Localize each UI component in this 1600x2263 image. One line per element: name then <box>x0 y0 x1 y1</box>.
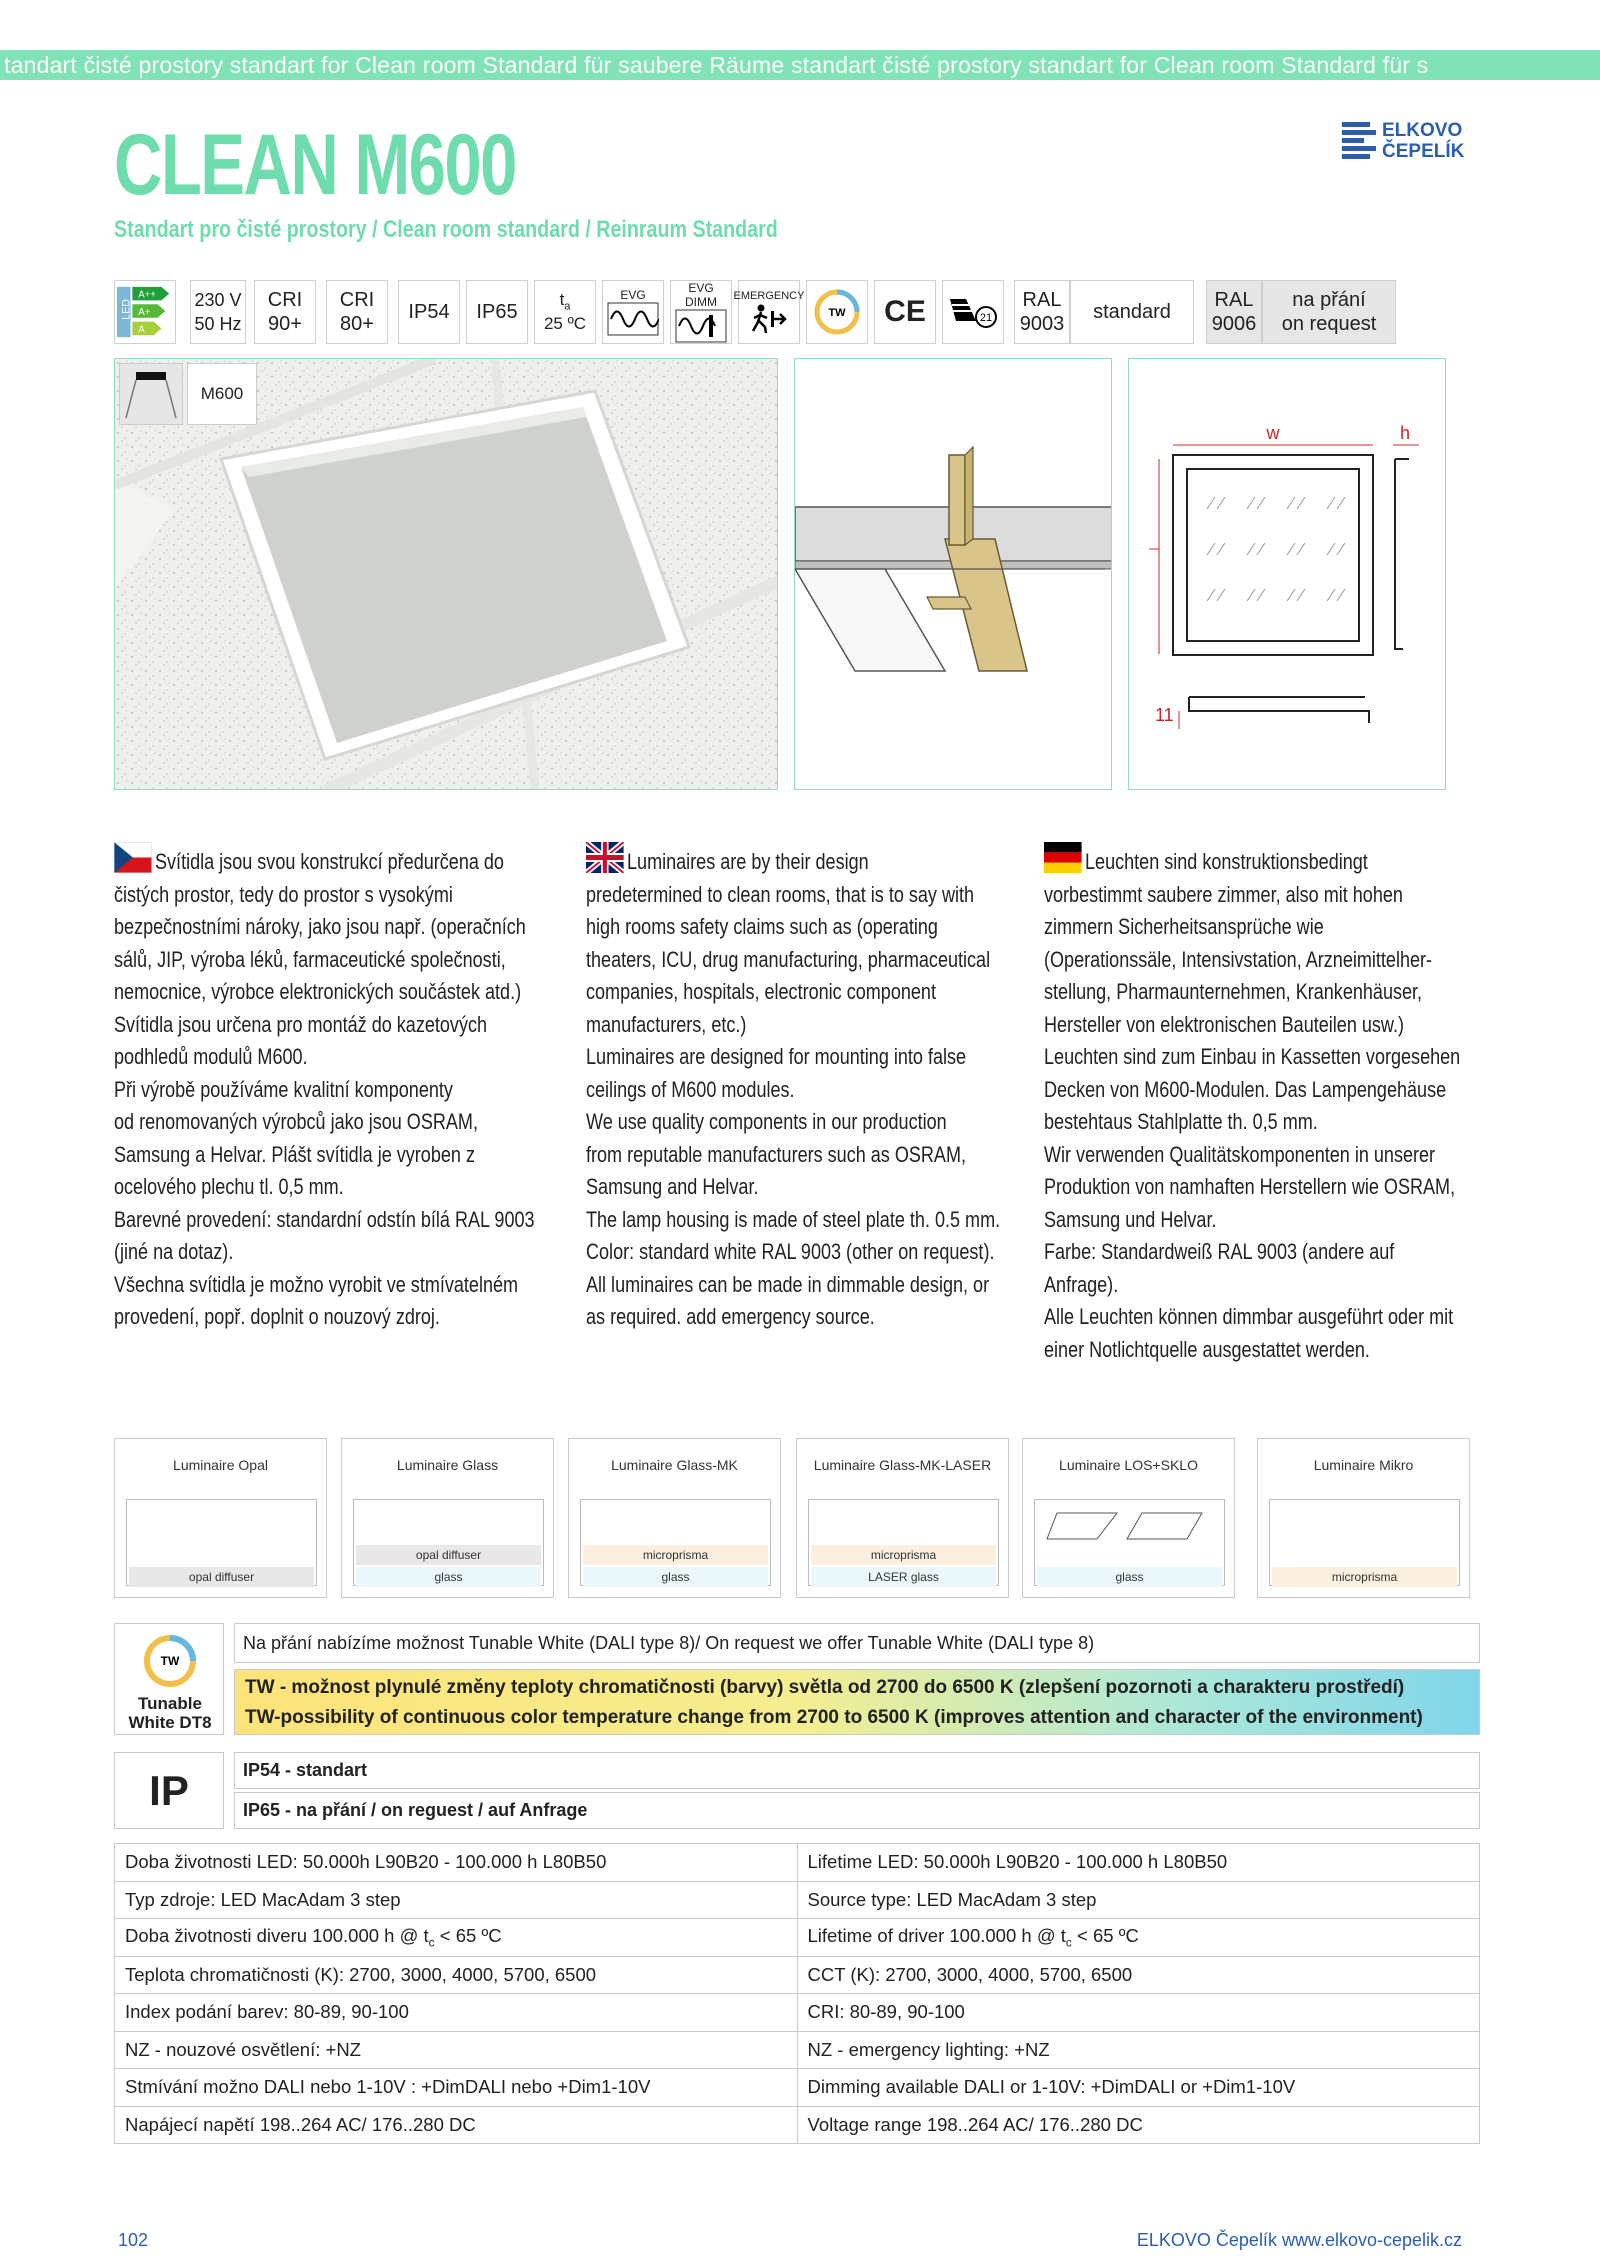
m600-label: M600 <box>187 363 257 425</box>
spec-cell-en: Voltage range 198..264 AC/ 176..280 DC <box>797 2106 1480 2144</box>
ip65-icon: IP65 <box>466 280 528 344</box>
luminaire-card-los-sklo[interactable]: Luminaire LOS+SKLO glass <box>1022 1438 1235 1598</box>
cri90-icon: CRI 90+ <box>254 280 316 344</box>
spec-row <box>115 2106 1480 2144</box>
voltage-icon: 230 V 50 Hz <box>190 280 246 344</box>
spec-cell-cz: Napájecí napětí 198..264 AC/ 176..280 DC <box>115 2106 798 2144</box>
svg-text:TW: TW <box>160 1654 180 1668</box>
elkovo-logo[interactable] <box>1342 120 1472 164</box>
spec-cell-cz: Doba životnosti LED: 50.000h L90B20 - 100.000 h L80B50 <box>115 1844 798 1882</box>
spec-cell-cz: Teplota chromatičnosti (K): 2700, 3000, 4000, 5700, 6500 <box>115 1956 798 1994</box>
spec-cell-en: Source type: LED MacAdam 3 step <box>797 1881 1480 1919</box>
spec-cell-en: Lifetime of driver 100.000 h @ $t_c < 65$ ºC <box>797 1919 1480 1957</box>
tunable-white-description: TW - možnost plynulé změny teploty chromatičnosti (barvy) světla od 2700 do 6500 K (zlepšení pozornoti a charakteru prostředí) TW-possibility of continuous color temperature change from 2700 to 6500 K (improves attention and character of the environment) <box>234 1669 1480 1735</box>
luminaire-card-glass[interactable]: Luminaire Glass opal diffuser glass <box>341 1438 554 1598</box>
dim-11: 11 <box>1155 705 1174 725</box>
dimension-drawing <box>1128 358 1446 790</box>
spec-row <box>115 1844 1480 1882</box>
mounting-drawing <box>794 358 1112 790</box>
czech-flag-icon <box>114 842 152 873</box>
ral9006-label: na přání on request <box>1262 280 1396 344</box>
text-en: Luminaires are by their design predetermined to clean rooms, that is to say with high rooms safety claims such as (operating theaters, ICU, drug manufacturing, pharmaceutical companies, hospitals, electronic component manufacturers, etc.) Luminaires are designed for mounting into false ceilings of M600 modules. We use quality components in our production from reputable manufacturers such as OSRAM, Samsung and Helvar. The lamp housing is made of steel plate th. 0.5 mm. Color: standard white RAL 9003 (other on request). All luminaires can be made in dimmable design, or as required. add emergency source. <box>586 849 1001 1329</box>
tunable-white-heading: Na přání nabízíme možnost Tunable White (DALI type 8)/ On request we offer Tunable White (DALI type 8) <box>234 1623 1480 1663</box>
kitemark-icon <box>942 280 1004 344</box>
ambient-temp-icon: $t_a$ 25 ºC <box>534 280 596 344</box>
company-footer[interactable]: ELKOVO Čepelík www.elkovo-cepelik.cz <box>1136 2230 1462 2250</box>
svg-text:21: 21 <box>979 312 993 324</box>
dim-h: h <box>1399 423 1411 443</box>
ip54-icon: IP54 <box>398 280 460 344</box>
tw-badge-icon <box>143 1634 197 1688</box>
evg-icon: EVG <box>602 280 664 344</box>
text-cz: Svítidla jsou svou konstrukcí předurčena do čistých prostor, tedy do prostor s vysokými bezpečnostními nároky, jako jsou např. (operačních sálů, JIP, výroba léků, farmaceutické společnosti, nemocnice, výrobce elektronických součástek atd.) Svítidla jsou určena pro montáž do kazetových podhledů modulů M600. Při výrobě používáme kvalitní komponenty od renomovaných výrobců jako jsou OSRAM, Samsung a Helvar. Plášt svítidla je vyroben z ocelového plechu tl. 0,5 mm. Barevné provedení: standardní odstín bílá RAL 9003 (jiné na dotaz). Všechna svítidla je možno vyrobit ve stmívatelném provedení, popř. doplnit o nouzový zdroj. <box>114 849 535 1329</box>
luminaire-card-glass-mk-laser[interactable]: Luminaire Glass-MK-LASER microprisma LASER glass <box>796 1438 1009 1598</box>
spec-cell-en: CCT (K): 2700, 3000, 4000, 5700, 6500 <box>797 1956 1480 1994</box>
spec-row <box>115 1881 1480 1919</box>
ip-section <box>114 1752 1480 1829</box>
text-column-en <box>586 842 1046 1334</box>
spec-cell-en: Lifetime LED: 50.000h L90B20 - 100.000 h L80B50 <box>797 1844 1480 1882</box>
ip-badge: IP <box>114 1752 224 1829</box>
cri80-icon: CRI 80+ <box>326 280 388 344</box>
emergency-icon: EMERGENCY <box>738 280 800 344</box>
uk-flag-icon <box>586 842 624 873</box>
header-band: tandart čisté prostory standart for Clean room Standard für saubere Räume standart čisté prostory standart for Clean room Standard für s <box>0 50 1600 80</box>
spec-row <box>115 2069 1480 2107</box>
tunable-white-section <box>114 1623 1480 1735</box>
product-subtitle: Standart pro čisté prostory / Clean room standard / Reinraum Standard <box>114 216 778 243</box>
spec-cell-en: CRI: 80-89, 90-100 <box>797 1994 1480 2032</box>
text-column-de <box>1044 842 1504 1366</box>
energy-a1: A+ <box>138 306 151 318</box>
tw-icon <box>806 280 868 344</box>
text-column-cz <box>114 842 574 1334</box>
logo-mark-icon <box>1342 122 1376 160</box>
spec-cell-cz: Index podání barev: 80-89, 90-100 <box>115 1994 798 2032</box>
spec-row <box>115 1994 1480 2032</box>
spec-row <box>115 2031 1480 2069</box>
ral9003-label: standard <box>1070 280 1194 344</box>
spec-cell-cz: Stmívání možno DALI nebo 1-10V : +DimDALI nebo +Dim1-10V <box>115 2069 798 2107</box>
ip65-line: IP65 - na přání / on reguest / auf Anfrage <box>234 1792 1480 1829</box>
ral9003-icon: RAL 9003 <box>1014 280 1070 344</box>
ip54-line: IP54 - standart <box>234 1752 1480 1789</box>
text-de: Leuchten sind konstruktionsbedingt vorbestimmt saubere zimmer, also mit hohen zimmern Sicherheitsansprüche wie (Operationssäle, Intensivstation, Arzneimittelher- stellung, Pharmaunternehmen, Krankenhäuser, Hersteller von elektronischen Bauteilen usw.) Leuchten sind zum Einbau in Kassetten vorgesehen Decken von M600-Modulen. Das Lampengehäuse bestehtaus Stahlplatte th. 0,5 mm. Wir verwenden Qualitätskomponenten in unserer Produktion von namhaften Herstellern wie OSRAM, Samsung und Helvar. Farbe: Standardweiß RAL 9003 (andere auf Anfrage). Alle Leuchten können dimmbar ausgeführt oder mit einer Notlichtquelle ausgestattet werden. <box>1044 849 1461 1362</box>
page-number: 102 <box>118 2230 149 2250</box>
luminaire-card-mikro[interactable]: Luminaire Mikro microprisma <box>1257 1438 1470 1598</box>
dim-w: w <box>1266 423 1280 443</box>
evg-dimm-icon: EVG DIMM <box>670 280 732 344</box>
ce-mark-icon: CE <box>874 280 936 344</box>
m600-tag <box>115 359 261 429</box>
spec-cell-cz: Doba životnosti diveru 100.000 h @ $t_c < 65$ ºC <box>115 1919 798 1957</box>
logo-line2: ČEPELÍK <box>1382 141 1465 162</box>
energy-class-icon <box>114 280 176 344</box>
energy-a2: A++ <box>138 289 156 301</box>
spec-row <box>115 1956 1480 1994</box>
spec-cell-en: Dimming available DALI or 1-10V: +DimDALI or +Dim1-10V <box>797 2069 1480 2107</box>
spec-row <box>115 1919 1480 1957</box>
tunable-white-badge: TW Tunable White DT8 <box>114 1623 224 1735</box>
ceiling-photo <box>114 358 778 790</box>
spec-cell-cz: Typ zdroje: LED MacAdam 3 step <box>115 1881 798 1919</box>
svg-text:TW: TW <box>828 307 846 319</box>
german-flag-icon <box>1044 842 1082 873</box>
los-sklo-sketch-icon <box>1037 1503 1222 1563</box>
downlight-icon <box>119 363 183 425</box>
logo-line1: ELKOVO <box>1382 120 1463 141</box>
spec-cell-en: NZ - emergency lighting: +NZ <box>797 2031 1480 2069</box>
ral9006-icon: RAL 9006 <box>1206 280 1262 344</box>
luminaire-card-opal[interactable]: Luminaire Opal opal diffuser <box>114 1438 327 1598</box>
led-label: LED <box>120 299 133 320</box>
energy-a0: A <box>138 324 145 336</box>
spec-table <box>114 1843 1480 2144</box>
product-title: CLEAN M600 <box>114 117 516 213</box>
spec-cell-cz: NZ - nouzové osvětlení: +NZ <box>115 2031 798 2069</box>
luminaire-card-glass-mk[interactable]: Luminaire Glass-MK microprisma glass <box>568 1438 781 1598</box>
